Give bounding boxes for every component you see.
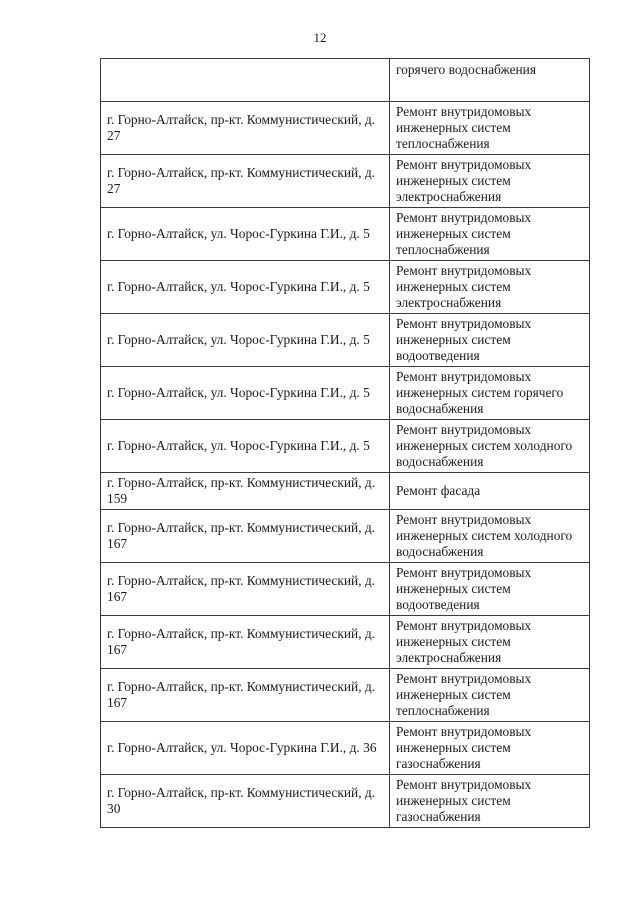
table-row <box>101 669 590 722</box>
table-row <box>101 722 590 775</box>
address-text: г. Горно-Алтайск, пр-кт. Коммунистический, д. 30 <box>107 785 376 816</box>
work-cell <box>390 59 590 102</box>
work-text: Ремонт внутридомовых инженерных систем газоснабжения <box>396 777 532 824</box>
address-cell <box>101 473 390 510</box>
work-text: Ремонт внутридомовых инженерных систем электроснабжения <box>396 618 532 665</box>
table-row <box>101 59 590 102</box>
address-text: г. Горно-Алтайск, пр-кт. Коммунистический, д. 167 <box>107 679 376 710</box>
work-cell <box>390 722 590 775</box>
table-row <box>101 510 590 563</box>
table-row <box>101 102 590 155</box>
address-cell <box>101 102 390 155</box>
address-cell <box>101 775 390 828</box>
work-text: Ремонт внутридомовых инженерных систем водоотведения <box>396 565 532 612</box>
work-cell <box>390 367 590 420</box>
work-text: Ремонт фасада <box>396 483 481 498</box>
address-cell <box>101 669 390 722</box>
repair-table <box>100 58 590 828</box>
work-text: Ремонт внутридомовых инженерных систем теплоснабжения <box>396 210 532 257</box>
address-text: г. Горно-Алтайск, пр-кт. Коммунистический, д. 167 <box>107 520 376 551</box>
work-cell <box>390 616 590 669</box>
address-cell <box>101 420 390 473</box>
table-row <box>101 775 590 828</box>
work-text: Ремонт внутридомовых инженерных систем электроснабжения <box>396 263 532 310</box>
address-cell <box>101 59 390 102</box>
table-row <box>101 155 590 208</box>
address-text: г. Горно-Алтайск, ул. Чорос-Гуркина Г.И., д. 5 <box>107 438 370 453</box>
table-row <box>101 563 590 616</box>
address-cell <box>101 722 390 775</box>
page-number: 12 <box>313 30 327 45</box>
work-text: Ремонт внутридомовых инженерных систем холодного водоснабжения <box>396 422 573 469</box>
work-cell <box>390 314 590 367</box>
work-text: Ремонт внутридомовых инженерных систем электроснабжения <box>396 157 532 204</box>
work-text: Ремонт внутридомовых инженерных систем теплоснабжения <box>396 671 532 718</box>
address-text: г. Горно-Алтайск, ул. Чорос-Гуркина Г.И., д. 5 <box>107 226 370 241</box>
address-cell <box>101 510 390 563</box>
address-text: г. Горно-Алтайск, ул. Чорос-Гуркина Г.И., д. 5 <box>107 385 370 400</box>
work-cell <box>390 208 590 261</box>
work-text: горячего водоснабжения <box>396 62 537 77</box>
address-cell <box>101 155 390 208</box>
address-text: г. Горно-Алтайск, ул. Чорос-Гуркина Г.И., д. 36 <box>107 740 377 755</box>
work-cell <box>390 261 590 314</box>
address-text: г. Горно-Алтайск, пр-кт. Коммунистический, д. 27 <box>107 165 376 196</box>
work-text: Ремонт внутридомовых инженерных систем теплоснабжения <box>396 104 532 151</box>
work-text: Ремонт внутридомовых инженерных систем газоснабжения <box>396 724 532 771</box>
address-cell <box>101 563 390 616</box>
work-cell <box>390 102 590 155</box>
work-text: Ремонт внутридомовых инженерных систем холодного водоснабжения <box>396 512 573 559</box>
address-text: г. Горно-Алтайск, пр-кт. Коммунистический, д. 159 <box>107 475 376 506</box>
address-cell <box>101 208 390 261</box>
table-row <box>101 208 590 261</box>
address-text: г. Горно-Алтайск, ул. Чорос-Гуркина Г.И., д. 5 <box>107 332 370 347</box>
address-text: г. Горно-Алтайск, пр-кт. Коммунистический, д. 167 <box>107 626 376 657</box>
address-cell <box>101 616 390 669</box>
table-row <box>101 420 590 473</box>
work-cell <box>390 473 590 510</box>
table-row <box>101 314 590 367</box>
work-cell <box>390 510 590 563</box>
address-text: г. Горно-Алтайск, пр-кт. Коммунистический, д. 167 <box>107 573 376 604</box>
work-cell <box>390 563 590 616</box>
work-cell <box>390 669 590 722</box>
table-row <box>101 616 590 669</box>
address-text: г. Горно-Алтайск, ул. Чорос-Гуркина Г.И., д. 5 <box>107 279 370 294</box>
address-text: г. Горно-Алтайск, пр-кт. Коммунистический, д. 27 <box>107 112 376 143</box>
address-cell <box>101 314 390 367</box>
table-row <box>101 261 590 314</box>
work-text: Ремонт внутридомовых инженерных систем водоотведения <box>396 316 532 363</box>
table-row <box>101 473 590 510</box>
work-cell <box>390 420 590 473</box>
table-row <box>101 367 590 420</box>
work-cell <box>390 155 590 208</box>
work-cell <box>390 775 590 828</box>
work-text: Ремонт внутридомовых инженерных систем горячего водоснабжения <box>396 369 564 416</box>
address-cell <box>101 367 390 420</box>
address-cell <box>101 261 390 314</box>
